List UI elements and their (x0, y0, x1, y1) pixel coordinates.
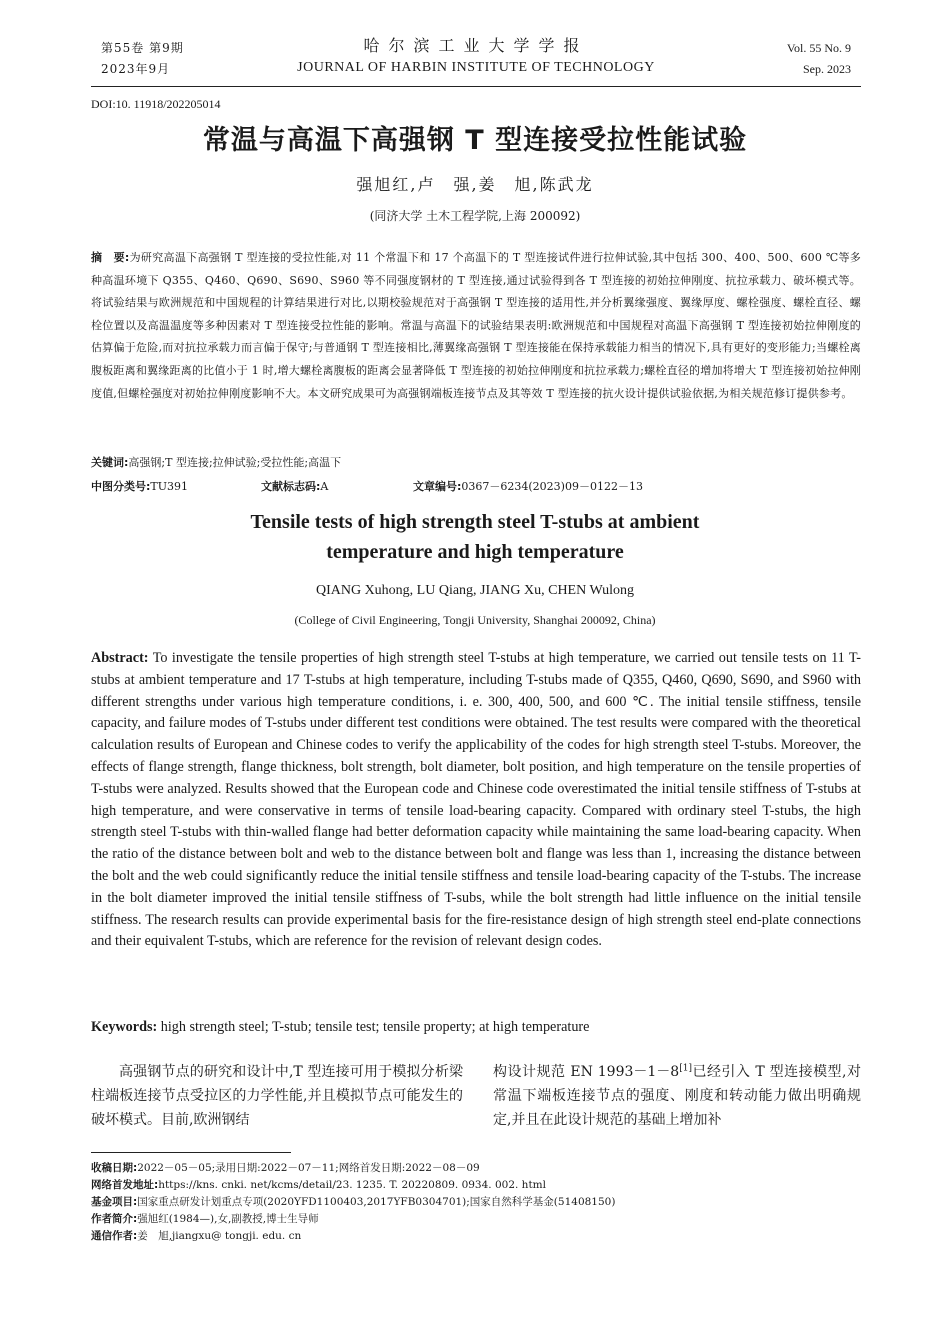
journal-name-cn: 哈尔滨工业大学学报 (363, 36, 589, 55)
abstract-en (91, 648, 861, 953)
title-en (0, 507, 950, 567)
corr-email[interactable]: 姜 旭,jiangxu@ tongji. edu. cn (137, 1230, 302, 1242)
clc-value: TU391 (150, 480, 189, 493)
citation-ref[interactable]: [1] (679, 1063, 692, 1074)
footnote-corresponding (91, 1228, 861, 1245)
bio-label: 作者简介: (91, 1213, 138, 1225)
footnote-bio (91, 1211, 861, 1228)
footnote-fund (91, 1194, 861, 1211)
date-en: Sep. 2023 (803, 62, 851, 76)
doc-code (261, 478, 328, 494)
authors-cn: 强旭红,卢 强,姜 旭,陈武龙 (356, 175, 594, 194)
header-divider (91, 86, 861, 87)
date-cn: 2023年9月 (101, 62, 171, 76)
article-label: 文章编号: (413, 480, 462, 493)
journal-header (91, 34, 861, 82)
title-en-line2: temperature and high temperature (326, 541, 624, 563)
keywords-en-text: high strength steel; T-stub; tensile test; tensile property; at high temperature (157, 1019, 590, 1035)
keywords-en-label: Keywords: (91, 1019, 158, 1035)
journal-name-en: JOURNAL OF HARBIN INSTITUTE OF TECHNOLOGY (297, 60, 655, 75)
body-right-part-b: 已经引入 T 型连接模型,对常温下端板连接节点的强度、刚度和转动能力做出明确规定,并且在此设计规范的基础上增加补 (493, 1064, 861, 1128)
clc-code (91, 478, 188, 494)
online-url-link[interactable]: https://kns. cnki. net/kcms/detail/23. 1235. T. 20220809. 0934. 002. html (158, 1179, 546, 1191)
footnotes (91, 1160, 861, 1245)
doc-label: 文献标志码: (261, 480, 321, 493)
authors-en: QIANG Xuhong, LU Qiang, JIANG Xu, CHEN Wulong (315, 583, 635, 598)
received-label: 收稿日期: (91, 1162, 138, 1174)
bio-text: 强旭红(1984—),女,副教授,博士生导师 (137, 1213, 319, 1225)
title-en-line1: Tensile tests of high strength steel T-stubs at ambient (250, 511, 700, 533)
title-cn: 常温与高温下高强钢 T 型连接受拉性能试验 (202, 125, 748, 156)
abstract-cn-text: 为研究高温下高强钢 T 型连接的受拉性能,对 11 个常温下和 17 个高温下的 T 型连接试件进行拉伸试验,其中包括 300、400、500、600 ℃等多种高温环境下 Q355、Q460、Q690、S690、S960 等不同强度钢材的 T 型连接,通过试验得到各 T 型连接的初始拉伸刚度、抗拉承载力、破坏模式等。将试验结果与欧洲规范和中国规程的计算结果进行对比,以期校验规范对于高强钢 T 型连接的适用性,并分析翼缘强度、翼缘厚度、螺栓强度、螺栓直径、螺栓位置以及高温温度等多种因素对 T 型连接受拉性能的影响。常温与高温下的试验结果表明:欧洲规范和中国规程对高温下高强钢 T 型连接初始拉伸刚度的估算偏于危险,而对抗拉承载力而言偏于保守;与普通钢 T 型连接相比,薄翼缘高强钢 T 型连接能在保持承载能力相当的情况下,具有更好的变形能力;当螺栓离腹板距离和翼缘距离的比值小于 1 时,增大螺栓离腹板的距离会显著降低 T 型连接的初始拉伸刚度和抗拉承载力;螺栓直径的增加将增大 T 型连接初始拉伸刚度值,但螺栓强度对初始拉伸刚度影响不大。本文研究成果可为高强钢端板连接节点及其等效 T 型连接的抗火设计提供试验依据,为相关规范修订提供参考。 (91, 251, 861, 400)
article-number (413, 478, 643, 494)
clc-label: 中图分类号: (91, 480, 151, 493)
body-column-right (493, 1060, 861, 1132)
affiliation-cn: (同济大学 土木工程学院,上海 200092) (369, 209, 581, 223)
fund-text: 国家重点研发计划重点专项(2020YFD1100403,2017YFB0304701);国家自然科学基金(51408150) (137, 1196, 616, 1208)
body-right-part-a: 构设计规范 EN 1993－1－8 (493, 1064, 680, 1080)
volume-en: Vol. 55 No. 9 (786, 41, 851, 55)
volume-cn: 第55卷 第9期 (101, 41, 184, 55)
abstract-cn-label: 摘 要: (91, 251, 130, 264)
abstract-cn (91, 247, 861, 405)
abstract-en-label: Abstract: (91, 650, 149, 666)
fund-label: 基金项目: (91, 1196, 138, 1208)
footnote-divider (91, 1152, 291, 1153)
article-value: 0367－6234(2023)09－0122－13 (461, 480, 643, 493)
keywords-cn (91, 454, 341, 470)
corr-label: 通信作者: (91, 1230, 138, 1242)
keywords-en (91, 1019, 589, 1036)
keywords-cn-text: 高强钢;T 型连接;拉伸试验;受拉性能;高温下 (128, 456, 342, 469)
body-column-left: 高强钢节点的研究和设计中,T 型连接可用于模拟分析梁柱端板连接节点受拉区的力学性能,并且模拟节点可能发生的破坏模式。目前,欧洲钢结 (91, 1064, 463, 1128)
footnote-url (91, 1177, 861, 1194)
received-dates: 2022－05－05;录用日期:2022－07－11;网络首发日期:2022－08－09 (137, 1162, 480, 1174)
affiliation-en: (College of Civil Engineering, Tongji University, Shanghai 200092, China) (294, 613, 656, 627)
url-label: 网络首发地址: (91, 1179, 159, 1191)
doi: DOI:10. 11918/202205014 (91, 97, 221, 111)
header-right (787, 38, 851, 80)
footnote-received (91, 1160, 861, 1177)
keywords-cn-label: 关键词: (91, 456, 129, 469)
header-center (91, 34, 861, 78)
doc-value: A (320, 480, 329, 493)
abstract-en-text: To investigate the tensile properties of high strength steel T-stubs at high temperature, we carried out tensile tests on 11 T-stubs at ambient temperature and 17 T-stubs at high temperature, including T-stubs made of Q355, Q460, Q690, S690, and S960 with different strengths under various high temperature conditions, i. e. 300, 400, 500, and 600 ℃. The initial tensile stiffness, tensile capacity, and failure modes of T-stubs under different test conditions were obtained. The test results were compared with the theoretical calculation results of European and Chinese codes to verify the applicability of the codes for high strength steel T-stubs. Moreover, the effects of flange strength, flange thickness, bolt strength, bolt diameter, bolt position, and high temperature on the tensile properties of T-stubs were analyzed. Results showed that the European code and Chinese code overestimated the initial tensile stiffness of T-stubs at high temperature, and were conservative in terms of tensile load-bearing capacity. Compared with ordinary steel T-stubs, the high strength steel T-stubs with thin-walled flange had better deformation capacity while maintaining the same load-bearing capacity. When the ratio of the distance between bolt and web to the distance between bolt and flange was less than 1, increasing the distance between the bolt and the web could significantly reduce the initial tensile stiffness and tensile load-bearing capacity of the T-stubs. The increase in the bolt diameter improved the initial tensile stiffness of T-subs, while the bolt strength had little influence on the initial tensile stiffness. The research results can provide experimental basis for the fire-resistance design of high strength steel end-plate connections and their equivalent T-stubs, which are reference for the revision of relevant design codes. (91, 650, 861, 950)
